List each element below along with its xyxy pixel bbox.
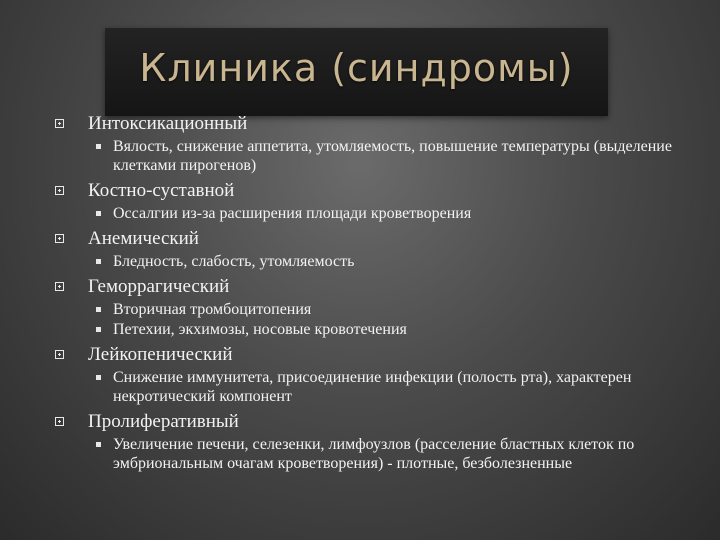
- section-point: Оссалгии из-за расширения площади кроветворения: [113, 205, 472, 222]
- section-point: Вялость, снижение аппетита, утомляемость, повышение температуры (выделение клетками пирогенов): [113, 138, 672, 174]
- square-bullet-icon: [96, 259, 101, 264]
- boxed-bullet-icon: [55, 417, 64, 426]
- slide-content: [0, 112, 720, 473]
- square-bullet-icon: [96, 144, 101, 149]
- section-heading: Анемический: [88, 228, 199, 249]
- section-heading: Костно-суставной: [88, 180, 235, 201]
- section-hemorrhagic: [0, 275, 720, 339]
- section-heading: Геморрагический: [88, 276, 230, 297]
- section-heading: Лейкопенический: [88, 344, 233, 365]
- section-heading: Пролиферативный: [88, 411, 239, 432]
- boxed-bullet-icon: [55, 186, 64, 195]
- section-point: Вторичная тромбоцитопения: [113, 301, 312, 318]
- square-bullet-icon: [96, 375, 101, 380]
- square-bullet-icon: [96, 327, 101, 332]
- boxed-bullet-icon: [55, 350, 64, 359]
- section-osteoarticular: [0, 179, 720, 223]
- section-heading: Интоксикационный: [88, 113, 248, 134]
- section-anemic: [0, 227, 720, 271]
- boxed-bullet-icon: [55, 282, 64, 291]
- section-point: Увеличение печени, селезенки, лимфоузлов (расселение бластных клеток по эмбриональным очагам кроветворения) - плотные, безболезненные: [113, 436, 635, 472]
- section-point: Бледность, слабость, утомляемость: [113, 253, 355, 270]
- section-intoxication: [0, 112, 720, 175]
- slide-title: Клиника (синдромы): [139, 46, 574, 90]
- boxed-bullet-icon: [55, 119, 64, 128]
- section-proliferative: [0, 410, 720, 473]
- square-bullet-icon: [96, 211, 101, 216]
- section-point: Петехии, экхимозы, носовые кровотечения: [113, 321, 407, 338]
- boxed-bullet-icon: [55, 234, 64, 243]
- square-bullet-icon: [96, 442, 101, 447]
- section-leukopenic: [0, 343, 720, 406]
- square-bullet-icon: [96, 307, 101, 312]
- section-point: Снижение иммунитета, присоединение инфекции (полость рта), характерен некротический компонент: [113, 369, 632, 405]
